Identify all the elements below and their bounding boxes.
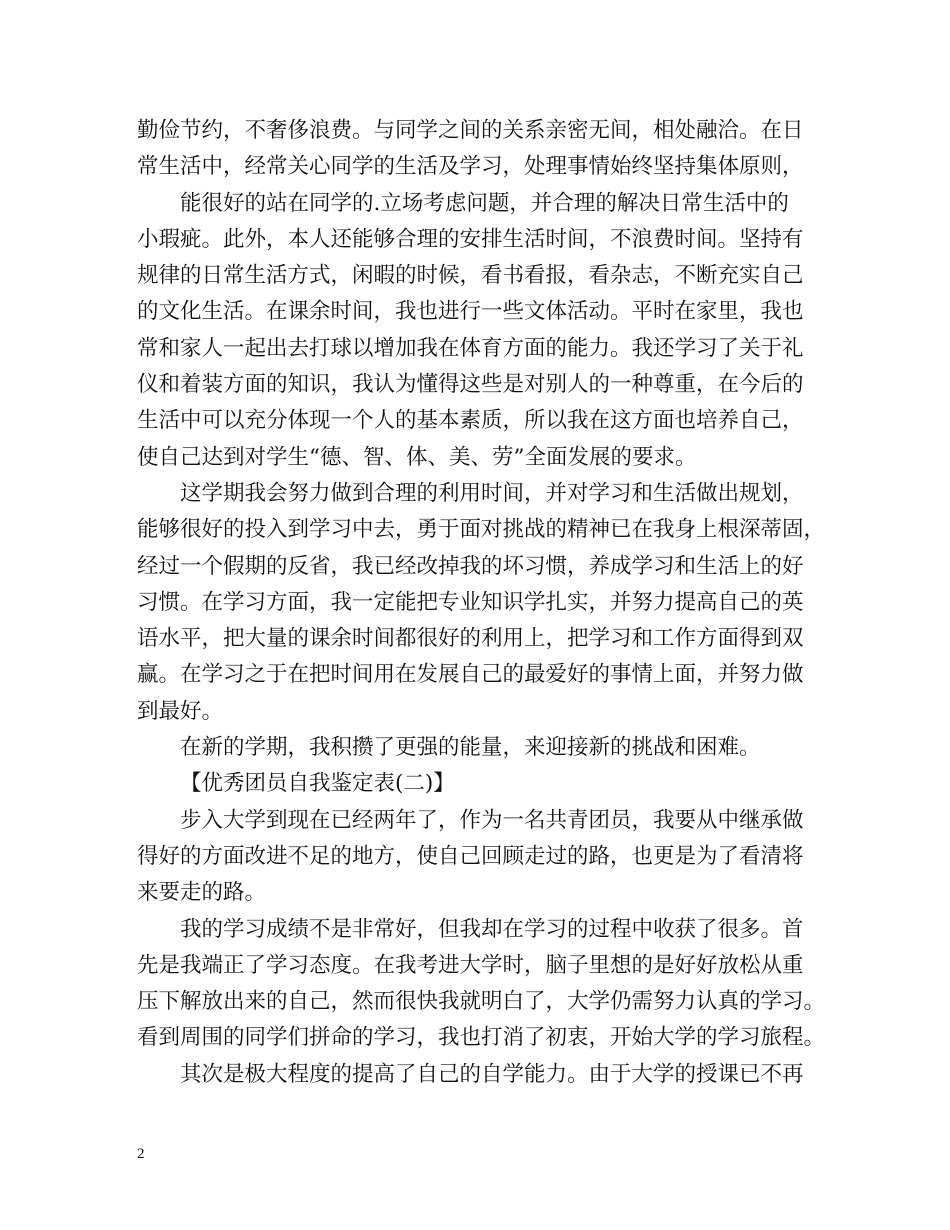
text-line: 步入大学到现在已经两年了，作为一名共青团员，我要从中继承做	[180, 807, 804, 833]
text-line: 小瑕疵。此外，本人还能够合理的安排生活时间，不浪费时间。坚持有	[137, 226, 804, 252]
text-line: 生活中可以充分体现一个人的基本素质，所以我在这方面也培养自己，	[137, 408, 804, 434]
text-line: 使自己达到对学生“德、智、体、美、劳”全面发展的要求。	[137, 444, 697, 470]
text-line: 赢。在学习之于在把时间用在发展自己的最爱好的事情上面，并努力做	[137, 662, 804, 688]
text-line: 的文化生活。在课余时间，我也进行一些文体活动。平时在家里，我也	[137, 299, 804, 325]
text-line: 这学期我会努力做到合理的利用时间，并对学习和生活做出规划，	[180, 480, 804, 506]
text-line: 压下解放出来的自己，然而很快我就明白了，大学仍需努力认真的学习。	[137, 989, 826, 1015]
text-line: 能很好的站在同学的.立场考虑问题，并合理的解决日常生活中的	[180, 190, 789, 216]
text-line: 规律的日常生活方式，闲暇的时候，看书看报，看杂志，不断充实自己	[137, 263, 804, 289]
text-line: 先是我端正了学习态度。在我考进大学时，脑子里想的是好好放松从重	[137, 952, 804, 978]
text-line: 经过一个假期的反省，我已经改掉我的坏习惯，养成学习和生活上的好	[137, 553, 804, 579]
text-line: 到最好。	[137, 698, 224, 724]
text-line: 习惯。在学习方面，我一定能把专业知识学扎实，并努力提高自己的英	[137, 589, 804, 615]
text-line: 其次是极大程度的提高了自己的自学能力。由于大学的授课已不再	[180, 1061, 804, 1087]
text-line: 常和家人一起出去打球以增加我在体育方面的能力。我还学习了关于礼	[137, 335, 804, 361]
text-line: 语水平，把大量的课余时间都很好的利用上，把学习和工作方面得到双	[137, 626, 804, 652]
text-line: 我的学习成绩不是非常好，但我却在学习的过程中收获了很多。首	[180, 916, 804, 942]
text-line: 来要走的路。	[137, 880, 267, 906]
text-line: 看到周围的同学们拼命的学习，我也打消了初衷，开始大学的学习旅程。	[137, 1025, 826, 1051]
page-number: 2	[137, 1146, 145, 1162]
text-line: 能够很好的投入到学习中去，勇于面对挑战的精神已在我身上根深蒂固，	[137, 517, 826, 543]
document-body	[137, 113, 826, 1093]
text-line: 常生活中，经常关心同学的生活及学习，处理事情始终坚持集体原则，	[137, 154, 804, 180]
text-line: 【优秀团员自我鉴定表(二)】	[180, 771, 455, 797]
text-line: 在新的学期，我积攒了更强的能量，来迎接新的挑战和困难。	[180, 735, 761, 761]
text-line: 得好的方面改进不足的地方，使自己回顾走过的路，也更是为了看清将	[137, 843, 804, 869]
text-line: 勤俭节约，不奢侈浪费。与同学之间的关系亲密无间，相处融洽。在日	[137, 118, 804, 143]
text-line: 仪和着装方面的知识，我认为懂得这些是对别人的一种尊重，在今后的	[137, 372, 804, 398]
